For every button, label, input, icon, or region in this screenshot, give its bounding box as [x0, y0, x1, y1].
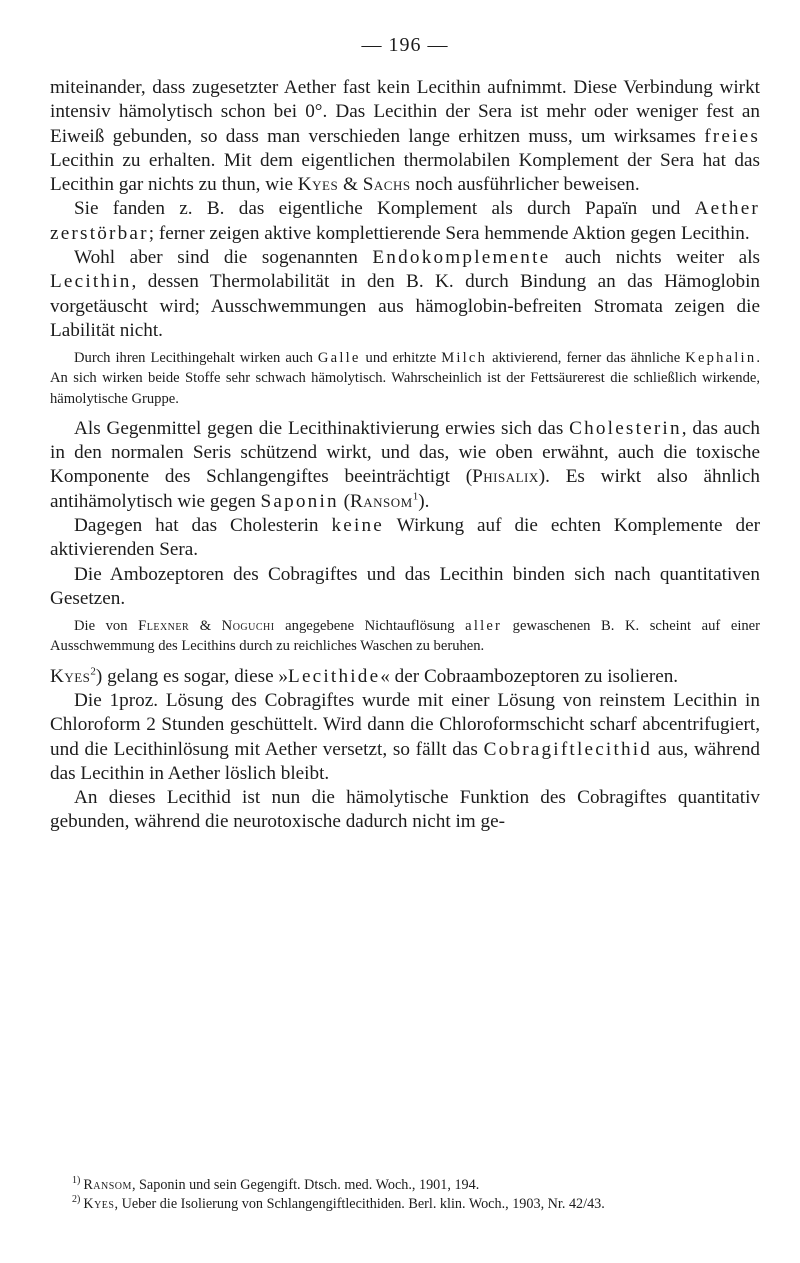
emphasis-galle: Galle	[317, 350, 361, 367]
paragraph-6: Die Ambozeptoren des Cobragiftes und das Lecithin binden sich nach quantitativen Gesetzen.	[50, 563, 760, 609]
emphasis-aller: aller	[465, 618, 503, 635]
emphasis-freies: freies	[704, 125, 760, 147]
emphasis-saponin: Saponin	[260, 490, 339, 512]
small-paragraph-2: Die von Flexner & Noguchi angegebene Nichtauflösung aller gewaschenen B. K. scheint auf einer Ausschwemmung des Lecithins durch zu reichliches Waschen zu beruhen.	[50, 618, 761, 655]
author-name: Kyes	[83, 1195, 115, 1212]
paragraph-5: Dagegen hat das Cholesterin keine Wirkung auf die echten Komplemente der aktivierenden Sera.	[50, 515, 761, 561]
emphasis-aether: Aether zerstörbar	[50, 198, 760, 244]
footnote-2: $^{2)}$ Kyes, Ueber die Isolierung von Schlangengiftlecithiden. Berl. klin. Woch., 1903, Nr. 42/43.	[72, 1193, 605, 1212]
emphasis-endokomplemente: Endokomplemente	[372, 247, 551, 269]
paragraph-8: Die 1proz. Lösung des Cobragiftes wurde mit einer Lösung von reinstem Lecithin in Chloroform 2 Stunden geschüttelt. Wird dann die Chloroformschicht scharf abcentrifugiert, und die Lecithinlösung mit Aether versetzt, so fällt das Cobragiftlecithid aus, während das Lecithin in Aether löslich bleibt.	[50, 689, 761, 784]
author-name: Noguchi	[221, 618, 275, 635]
footnote-1: $^{1)}$ Ransom, Saponin und sein Gegengift. Dtsch. med. Woch., 1901, 194.	[72, 1175, 480, 1193]
author-name: Kyes	[297, 174, 339, 196]
author-name: Phisalix	[472, 466, 539, 488]
author-name: Flexner	[138, 618, 190, 635]
paragraph-9: An dieses Lecithid ist nun die hämolytische Funktion des Cobragiftes quantitativ gebunden, während die neurotoxische dadurch nicht im ge-	[50, 787, 760, 833]
small-paragraph-1: Durch ihren Lecithingehalt wirken auch Galle und erhitzte Milch aktivierend, ferner das ähnliche Kephalin. An sich wirken beide Stoffe sehr schwach hämolytisch. Wahrscheinlich ist der Fettsäurerest die schließlich wirkende, hämolytische Gruppe.	[50, 350, 760, 407]
paragraph-1: miteinander, dass zugesetzter Aether fast kein Lecithin aufnimmt. Diese Verbindung wirkt intensiv hämolytisch schon bei 0°. Das Lecithin der Sera ist mehr oder weniger fest an Eiweiß gebunden, so dass man verschieden lange erhitzen muss, um wirksames freies Lecithin zu erhalten. Mit dem eigentlichen thermolabilen Komplement der Sera hat das Lecithin gar nichts zu thun, wie Kyes & Sachs noch ausführlicher beweisen.	[50, 77, 760, 196]
paragraph-3: Wohl aber sind die sogenannten Endokomplemente auch nichts weiter als Lecithin, dessen Thermolabilität in den B. K. durch Bindung an das Hämoglobin vorgetäuscht wird; Ausschwemmungen aus hämoglobin-befreiten Stromata zeigen die Labilität nicht.	[50, 247, 760, 341]
emphasis-lecithide: Lecithide	[288, 665, 381, 687]
footnote-ref-2: 2	[90, 665, 96, 678]
author-name: Ransom	[83, 1177, 132, 1193]
author-name: Kyes	[50, 665, 91, 687]
body-text	[50, 76, 760, 835]
emphasis-kephalin: Kephalin	[685, 350, 757, 367]
paragraph-4: Als Gegenmittel gegen die Lecithinaktivierung erwies sich das Cholesterin, das auch in den normalen Seris schützend wirkt, und das, wie oben erwähnt, auch die toxische Komponente des Schlangengiftes beeinträchtigt (Phisalix). Es wirkt also ähnlich antihämolytisch wie gegen Saponin (Ransom$^1$).	[50, 417, 760, 512]
author-name: Ransom	[349, 490, 413, 512]
paragraph-2: Sie fanden z. B. das eigentliche Komplement als durch Papaïn und Aether zerstörbar; ferner zeigen aktive komplettierende Sera hemmende Aktion gegen Lecithin.	[50, 198, 760, 244]
footnotes	[50, 1176, 760, 1213]
emphasis-keine: keine	[331, 515, 385, 537]
footnote-mark: 1)	[72, 1175, 81, 1187]
emphasis-cholesterin: Cholesterin	[569, 417, 682, 439]
emphasis-milch: Milch	[441, 350, 488, 367]
footnote-mark: 2)	[72, 1193, 81, 1205]
paragraph-7: Kyes$^2$) gelang es sogar, diese »Lecithide« der Cobraambozeptoren zu isolieren.	[50, 665, 679, 687]
emphasis-lecithin: Lecithin	[50, 271, 132, 293]
emphasis-cobragiftlecithid: Cobragiftlecithid	[483, 738, 653, 760]
author-name: Sachs	[362, 174, 411, 196]
page-number: — 196 —	[361, 34, 449, 56]
footnote-ref-1: 1	[412, 490, 419, 503]
